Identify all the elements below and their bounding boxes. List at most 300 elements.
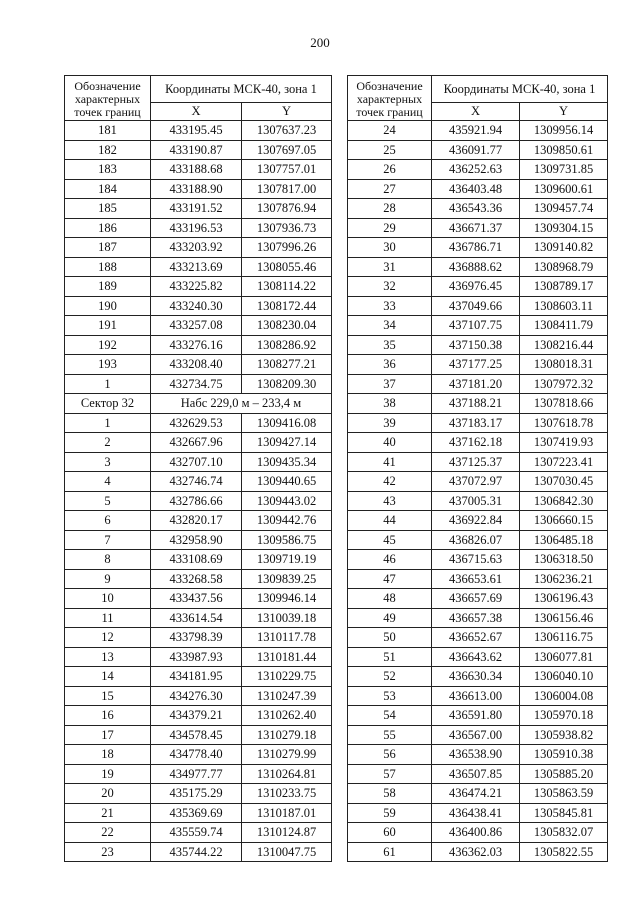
x-coordinate-cell: 436826.07 <box>432 530 520 550</box>
table-row <box>348 686 608 706</box>
point-number-cell: 55 <box>348 725 432 745</box>
y-coordinate-cell: 1309586.75 <box>242 530 332 550</box>
y-coordinate-cell: 1309435.34 <box>242 452 332 472</box>
y-coordinate-cell: 1307757.01 <box>242 160 332 180</box>
y-coordinate-cell: 1307637.23 <box>242 121 332 141</box>
x-coordinate-cell: 433257.08 <box>151 316 242 336</box>
y-coordinate-cell: 1309443.02 <box>242 491 332 511</box>
table-row <box>348 472 608 492</box>
y-coordinate-cell: 1307936.73 <box>242 218 332 238</box>
x-coordinate-cell: 437183.17 <box>432 413 520 433</box>
y-coordinate-cell: 1306660.15 <box>520 511 608 531</box>
x-coordinate-cell: 436657.69 <box>432 589 520 609</box>
x-coordinate-cell: 434778.40 <box>151 745 242 765</box>
x-coordinate-cell: 433108.69 <box>151 550 242 570</box>
x-coordinate-cell: 435921.94 <box>432 121 520 141</box>
coordinates-table-left <box>64 75 332 862</box>
table-row <box>348 842 608 862</box>
table-row <box>348 784 608 804</box>
point-number-cell: 21 <box>65 803 151 823</box>
x-coordinate-cell: 436613.00 <box>432 686 520 706</box>
table-body <box>65 121 332 862</box>
x-coordinate-cell: 432707.10 <box>151 452 242 472</box>
y-coordinate-cell: 1305938.82 <box>520 725 608 745</box>
x-coordinate-cell: 433240.30 <box>151 296 242 316</box>
point-number-cell: 10 <box>65 589 151 609</box>
table-row <box>65 199 332 219</box>
table-row <box>65 218 332 238</box>
y-coordinate-cell: 1306156.46 <box>520 608 608 628</box>
table-row <box>348 433 608 453</box>
point-number-cell: 185 <box>65 199 151 219</box>
table-row <box>65 355 332 375</box>
sector-row <box>65 394 332 414</box>
x-coordinate-cell: 436474.21 <box>432 784 520 804</box>
x-coordinate-cell: 433190.87 <box>151 140 242 160</box>
table-row <box>348 725 608 745</box>
x-coordinate-cell: 436653.61 <box>432 569 520 589</box>
y-coordinate-cell: 1307419.93 <box>520 433 608 453</box>
table-row <box>348 374 608 394</box>
y-coordinate-cell: 1307996.26 <box>242 238 332 258</box>
y-coordinate-cell: 1309839.25 <box>242 569 332 589</box>
table-row <box>65 179 332 199</box>
point-number-cell: 11 <box>65 608 151 628</box>
table-row <box>65 608 332 628</box>
sector-elevation-note: Набс 229,0 м – 233,4 м <box>151 394 332 414</box>
point-number-cell: 30 <box>348 238 432 258</box>
x-coordinate-cell: 436507.85 <box>432 764 520 784</box>
point-number-cell: 57 <box>348 764 432 784</box>
table-row <box>65 277 332 297</box>
point-number-cell: 5 <box>65 491 151 511</box>
point-number-cell: 14 <box>65 667 151 687</box>
y-coordinate-cell: 1310047.75 <box>242 842 332 862</box>
table-row <box>348 413 608 433</box>
x-coordinate-cell: 436400.86 <box>432 823 520 843</box>
table-row <box>65 686 332 706</box>
table-row <box>65 491 332 511</box>
y-coordinate-cell: 1310264.81 <box>242 764 332 784</box>
point-number-cell: 12 <box>65 628 151 648</box>
point-number-cell: 187 <box>65 238 151 258</box>
x-coordinate-cell: 436657.38 <box>432 608 520 628</box>
x-coordinate-cell: 432667.96 <box>151 433 242 453</box>
point-number-cell: 191 <box>65 316 151 336</box>
point-number-cell: 43 <box>348 491 432 511</box>
x-coordinate-cell: 437125.37 <box>432 452 520 472</box>
point-label-header: Обозначение характерных точек границ <box>65 76 151 121</box>
y-coordinate-cell: 1306485.18 <box>520 530 608 550</box>
table-row <box>348 199 608 219</box>
y-coordinate-cell: 1308114.22 <box>242 277 332 297</box>
y-coordinate-cell: 1308411.79 <box>520 316 608 336</box>
table-row <box>65 842 332 862</box>
y-coordinate-cell: 1307972.32 <box>520 374 608 394</box>
point-number-cell: 16 <box>65 706 151 726</box>
point-number-cell: 51 <box>348 647 432 667</box>
x-coordinate-cell: 437162.18 <box>432 433 520 453</box>
table-row <box>348 745 608 765</box>
y-coordinate-cell: 1305822.55 <box>520 842 608 862</box>
table-row <box>65 803 332 823</box>
point-number-cell: 181 <box>65 121 151 141</box>
table-row <box>348 179 608 199</box>
x-coordinate-cell: 435369.69 <box>151 803 242 823</box>
point-number-cell: 38 <box>348 394 432 414</box>
table-row <box>348 238 608 258</box>
table-row <box>348 452 608 472</box>
table-row <box>348 355 608 375</box>
point-number-cell: 61 <box>348 842 432 862</box>
table-row <box>65 745 332 765</box>
x-coordinate-cell: 436091.77 <box>432 140 520 160</box>
point-number-cell: 42 <box>348 472 432 492</box>
point-number-cell: 20 <box>65 784 151 804</box>
point-number-cell: 192 <box>65 335 151 355</box>
table-row <box>65 667 332 687</box>
sector-label: Сектор 32 <box>65 394 151 414</box>
y-coordinate-cell: 1305885.20 <box>520 764 608 784</box>
y-coordinate-cell: 1308172.44 <box>242 296 332 316</box>
point-number-cell: 27 <box>348 179 432 199</box>
x-coordinate-cell: 436652.67 <box>432 628 520 648</box>
table-row <box>348 394 608 414</box>
x-coordinate-cell: 436362.03 <box>432 842 520 862</box>
y-coordinate-cell: 1310117.78 <box>242 628 332 648</box>
table-row <box>65 725 332 745</box>
point-number-cell: 1 <box>65 374 151 394</box>
x-coordinate-cell: 434181.95 <box>151 667 242 687</box>
x-coordinate-cell: 436403.48 <box>432 179 520 199</box>
table-row <box>65 335 332 355</box>
table-row <box>348 569 608 589</box>
y-coordinate-cell: 1309850.61 <box>520 140 608 160</box>
point-number-cell: 40 <box>348 433 432 453</box>
point-number-cell: 52 <box>348 667 432 687</box>
table-row <box>65 433 332 453</box>
table-row <box>65 374 332 394</box>
y-coordinate-cell: 1309427.14 <box>242 433 332 453</box>
table-row <box>65 472 332 492</box>
table-row <box>65 647 332 667</box>
point-number-cell: 19 <box>65 764 151 784</box>
point-number-cell: 48 <box>348 589 432 609</box>
table-row <box>65 121 332 141</box>
y-coordinate-cell: 1310279.99 <box>242 745 332 765</box>
y-coordinate-cell: 1310279.18 <box>242 725 332 745</box>
point-number-cell: 22 <box>65 823 151 843</box>
y-coordinate-cell: 1310124.87 <box>242 823 332 843</box>
x-coordinate-cell: 436671.37 <box>432 218 520 238</box>
table-row <box>65 257 332 277</box>
point-number-cell: 50 <box>348 628 432 648</box>
x-coordinate-cell: 433191.52 <box>151 199 242 219</box>
y-coordinate-cell: 1306842.30 <box>520 491 608 511</box>
y-coordinate-cell: 1310247.39 <box>242 686 332 706</box>
y-coordinate-cell: 1306040.10 <box>520 667 608 687</box>
y-coordinate-cell: 1306318.50 <box>520 550 608 570</box>
x-coordinate-cell: 433798.39 <box>151 628 242 648</box>
x-coordinate-cell: 437181.20 <box>432 374 520 394</box>
y-coordinate-cell: 1309600.61 <box>520 179 608 199</box>
y-coordinate-cell: 1307030.45 <box>520 472 608 492</box>
x-coordinate-cell: 432958.90 <box>151 530 242 550</box>
table-row <box>348 160 608 180</box>
y-coordinate-cell: 1308216.44 <box>520 335 608 355</box>
point-number-cell: 193 <box>65 355 151 375</box>
y-coordinate-cell: 1306004.08 <box>520 686 608 706</box>
x-coordinate-cell: 436630.34 <box>432 667 520 687</box>
table-row <box>65 706 332 726</box>
y-coordinate-cell: 1305845.81 <box>520 803 608 823</box>
y-coordinate-cell: 1309440.65 <box>242 472 332 492</box>
point-number-cell: 29 <box>348 218 432 238</box>
page-number: 200 <box>310 35 330 50</box>
point-number-cell: 2 <box>65 433 151 453</box>
y-coordinate-cell: 1306196.43 <box>520 589 608 609</box>
point-number-cell: 47 <box>348 569 432 589</box>
x-coordinate-cell: 437049.66 <box>432 296 520 316</box>
point-number-cell: 33 <box>348 296 432 316</box>
x-coordinate-cell: 433276.16 <box>151 335 242 355</box>
table-row <box>65 530 332 550</box>
x-column-header: X <box>151 103 242 121</box>
x-coordinate-cell: 437177.25 <box>432 355 520 375</box>
x-coordinate-cell: 433614.54 <box>151 608 242 628</box>
x-coordinate-cell: 434276.30 <box>151 686 242 706</box>
x-coordinate-cell: 437107.75 <box>432 316 520 336</box>
point-number-cell: 186 <box>65 218 151 238</box>
y-coordinate-cell: 1307697.05 <box>242 140 332 160</box>
table-row <box>348 823 608 843</box>
point-number-cell: 4 <box>65 472 151 492</box>
point-number-cell: 53 <box>348 686 432 706</box>
point-number-cell: 3 <box>65 452 151 472</box>
point-number-cell: 13 <box>65 647 151 667</box>
point-number-cell: 188 <box>65 257 151 277</box>
table-row <box>348 296 608 316</box>
point-number-cell: 54 <box>348 706 432 726</box>
point-number-cell: 24 <box>348 121 432 141</box>
table-row <box>348 140 608 160</box>
table-body <box>348 121 608 862</box>
table-row <box>348 218 608 238</box>
table-row <box>348 530 608 550</box>
point-number-cell: 9 <box>65 569 151 589</box>
point-number-cell: 44 <box>348 511 432 531</box>
x-coordinate-cell: 437150.38 <box>432 335 520 355</box>
x-coordinate-cell: 433196.53 <box>151 218 242 238</box>
point-number-cell: 35 <box>348 335 432 355</box>
point-number-cell: 60 <box>348 823 432 843</box>
table-row <box>65 569 332 589</box>
y-coordinate-cell: 1308018.31 <box>520 355 608 375</box>
x-coordinate-cell: 436567.00 <box>432 725 520 745</box>
point-number-cell: 37 <box>348 374 432 394</box>
coordinates-header: Координаты МСК-40, зона 1 <box>151 76 332 103</box>
table-row <box>348 277 608 297</box>
coordinates-header: Координаты МСК-40, зона 1 <box>432 76 608 103</box>
table-row <box>348 706 608 726</box>
table-row <box>348 121 608 141</box>
point-number-cell: 59 <box>348 803 432 823</box>
y-coordinate-cell: 1309719.19 <box>242 550 332 570</box>
x-coordinate-cell: 433188.68 <box>151 160 242 180</box>
y-coordinate-cell: 1308603.11 <box>520 296 608 316</box>
point-number-cell: 8 <box>65 550 151 570</box>
x-coordinate-cell: 436543.36 <box>432 199 520 219</box>
x-coordinate-cell: 433437.56 <box>151 589 242 609</box>
point-number-cell: 23 <box>65 842 151 862</box>
y-coordinate-cell: 1305832.07 <box>520 823 608 843</box>
y-coordinate-cell: 1310181.44 <box>242 647 332 667</box>
table-row <box>348 803 608 823</box>
table-row <box>348 608 608 628</box>
y-coordinate-cell: 1307223.41 <box>520 452 608 472</box>
y-coordinate-cell: 1307817.00 <box>242 179 332 199</box>
x-coordinate-cell: 436591.80 <box>432 706 520 726</box>
x-coordinate-cell: 436888.62 <box>432 257 520 277</box>
x-coordinate-cell: 433987.93 <box>151 647 242 667</box>
point-number-cell: 189 <box>65 277 151 297</box>
x-coordinate-cell: 436715.63 <box>432 550 520 570</box>
point-number-cell: 26 <box>348 160 432 180</box>
table-row <box>348 550 608 570</box>
table-row <box>65 140 332 160</box>
y-coordinate-cell: 1310233.75 <box>242 784 332 804</box>
y-coordinate-cell: 1308277.21 <box>242 355 332 375</box>
table-row <box>65 764 332 784</box>
x-coordinate-cell: 433268.58 <box>151 569 242 589</box>
y-coordinate-cell: 1307618.78 <box>520 413 608 433</box>
point-number-cell: 1 <box>65 413 151 433</box>
x-coordinate-cell: 434977.77 <box>151 764 242 784</box>
table-row <box>348 257 608 277</box>
y-coordinate-cell: 1305970.18 <box>520 706 608 726</box>
x-coordinate-cell: 433225.82 <box>151 277 242 297</box>
point-number-cell: 182 <box>65 140 151 160</box>
y-coordinate-cell: 1307876.94 <box>242 199 332 219</box>
table-row <box>65 784 332 804</box>
table-row <box>65 452 332 472</box>
y-coordinate-cell: 1308230.04 <box>242 316 332 336</box>
table-row <box>65 511 332 531</box>
table-row <box>348 316 608 336</box>
x-coordinate-cell: 436922.84 <box>432 511 520 531</box>
x-coordinate-cell: 432629.53 <box>151 413 242 433</box>
y-coordinate-cell: 1309956.14 <box>520 121 608 141</box>
x-coordinate-cell: 435175.29 <box>151 784 242 804</box>
y-coordinate-cell: 1308286.92 <box>242 335 332 355</box>
y-coordinate-cell: 1309457.74 <box>520 199 608 219</box>
y-coordinate-cell: 1307818.66 <box>520 394 608 414</box>
x-coordinate-cell: 436976.45 <box>432 277 520 297</box>
y-coordinate-cell: 1308055.46 <box>242 257 332 277</box>
point-number-cell: 190 <box>65 296 151 316</box>
y-coordinate-cell: 1308968.79 <box>520 257 608 277</box>
y-coordinate-cell: 1309140.82 <box>520 238 608 258</box>
y-coordinate-cell: 1308209.30 <box>242 374 332 394</box>
x-coordinate-cell: 433188.90 <box>151 179 242 199</box>
point-number-cell: 17 <box>65 725 151 745</box>
table-row <box>65 316 332 336</box>
point-number-cell: 25 <box>348 140 432 160</box>
point-number-cell: 28 <box>348 199 432 219</box>
y-coordinate-cell: 1306077.81 <box>520 647 608 667</box>
y-coordinate-cell: 1310039.18 <box>242 608 332 628</box>
point-number-cell: 6 <box>65 511 151 531</box>
y-coordinate-cell: 1305910.38 <box>520 745 608 765</box>
y-column-header: Y <box>520 103 608 121</box>
x-coordinate-cell: 433208.40 <box>151 355 242 375</box>
point-number-cell: 45 <box>348 530 432 550</box>
x-coordinate-cell: 432786.66 <box>151 491 242 511</box>
y-coordinate-cell: 1309442.76 <box>242 511 332 531</box>
x-coordinate-cell: 433203.92 <box>151 238 242 258</box>
y-coordinate-cell: 1305863.59 <box>520 784 608 804</box>
y-coordinate-cell: 1309416.08 <box>242 413 332 433</box>
x-coordinate-cell: 433195.45 <box>151 121 242 141</box>
point-number-cell: 41 <box>348 452 432 472</box>
point-number-cell: 56 <box>348 745 432 765</box>
point-number-cell: 58 <box>348 784 432 804</box>
table-row <box>65 160 332 180</box>
table-row <box>348 511 608 531</box>
point-number-cell: 183 <box>65 160 151 180</box>
x-coordinate-cell: 436643.62 <box>432 647 520 667</box>
x-coordinate-cell: 432746.74 <box>151 472 242 492</box>
point-number-cell: 184 <box>65 179 151 199</box>
y-coordinate-cell: 1306116.75 <box>520 628 608 648</box>
point-number-cell: 34 <box>348 316 432 336</box>
point-number-cell: 31 <box>348 257 432 277</box>
x-coordinate-cell: 432734.75 <box>151 374 242 394</box>
table-row <box>65 628 332 648</box>
x-coordinate-cell: 432820.17 <box>151 511 242 531</box>
y-coordinate-cell: 1309304.15 <box>520 218 608 238</box>
point-number-cell: 36 <box>348 355 432 375</box>
point-number-cell: 32 <box>348 277 432 297</box>
table-row <box>65 823 332 843</box>
x-coordinate-cell: 436786.71 <box>432 238 520 258</box>
x-coordinate-cell: 437188.21 <box>432 394 520 414</box>
y-coordinate-cell: 1310229.75 <box>242 667 332 687</box>
table-row <box>348 667 608 687</box>
point-number-cell: 39 <box>348 413 432 433</box>
y-coordinate-cell: 1309731.85 <box>520 160 608 180</box>
x-coordinate-cell: 434578.45 <box>151 725 242 745</box>
y-coordinate-cell: 1306236.21 <box>520 569 608 589</box>
table-row <box>65 550 332 570</box>
point-number-cell: 7 <box>65 530 151 550</box>
x-coordinate-cell: 437072.97 <box>432 472 520 492</box>
point-number-cell: 49 <box>348 608 432 628</box>
y-coordinate-cell: 1308789.17 <box>520 277 608 297</box>
x-coordinate-cell: 434379.21 <box>151 706 242 726</box>
x-column-header: X <box>432 103 520 121</box>
point-number-cell: 46 <box>348 550 432 570</box>
point-number-cell: 18 <box>65 745 151 765</box>
point-label-header: Обозначение характерных точек границ <box>348 76 432 121</box>
x-coordinate-cell: 436438.41 <box>432 803 520 823</box>
table-row <box>65 238 332 258</box>
x-coordinate-cell: 433213.69 <box>151 257 242 277</box>
point-number-cell: 15 <box>65 686 151 706</box>
y-coordinate-cell: 1309946.14 <box>242 589 332 609</box>
table-row <box>348 491 608 511</box>
table-row <box>65 413 332 433</box>
